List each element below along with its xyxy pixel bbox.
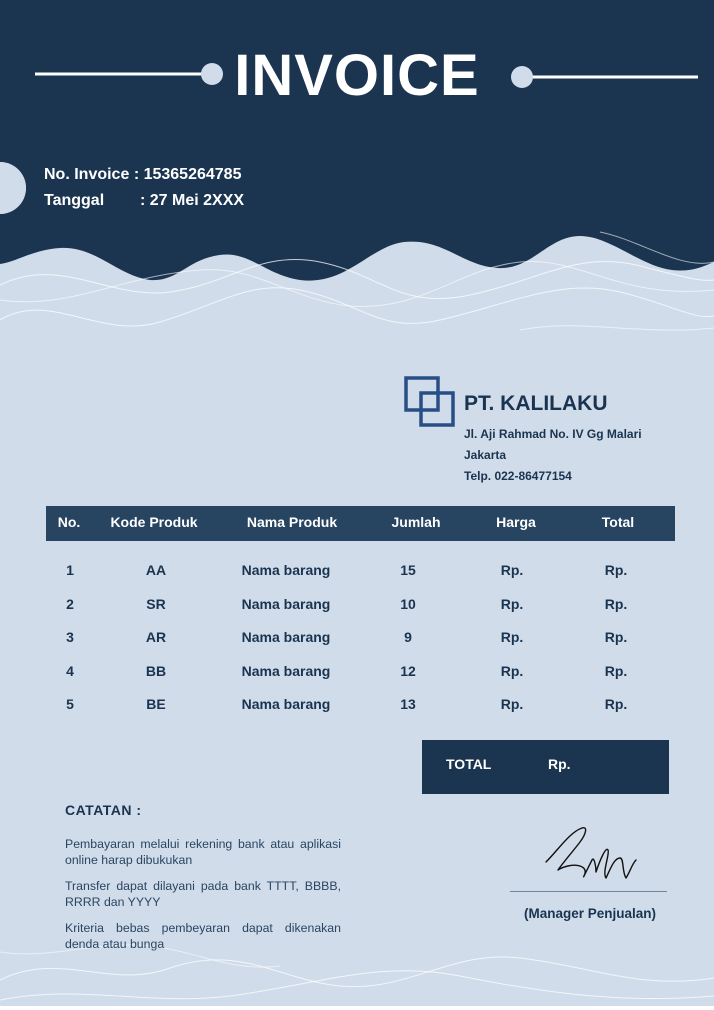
company-address-line1: Jl. Aji Rahmad No. IV Gg Malari xyxy=(464,427,642,441)
cell-no: 1 xyxy=(66,562,74,578)
company-logo-icon xyxy=(404,376,458,430)
invoice-number-label: No. Invoice xyxy=(44,166,130,183)
cell-no: 5 xyxy=(66,696,74,712)
total-box xyxy=(422,740,669,794)
company-phone: Telp. 022-86477154 xyxy=(464,469,572,483)
cell-jumlah: 13 xyxy=(400,696,416,712)
header-kode-produk: Kode Produk xyxy=(110,514,198,530)
header-jumlah: Jumlah xyxy=(391,514,441,530)
cell-harga: Rp. xyxy=(500,562,524,578)
table-row xyxy=(46,625,675,659)
total-label: TOTAL xyxy=(446,756,492,772)
header-no: No. xyxy=(57,514,81,530)
invoice-number-value: : 15365264785 xyxy=(133,166,242,183)
signature-line xyxy=(510,891,667,892)
note-item: Transfer dapat dilayani pada bank TTTT, BBBB, RRRR dan YYYY xyxy=(65,879,341,909)
signature-icon xyxy=(540,820,650,890)
notes-title: CATATAN : xyxy=(65,802,142,818)
invoice-meta xyxy=(44,162,244,214)
invoice-date-value: : 27 Mei 2XXX xyxy=(140,192,245,209)
page-title: INVOICE xyxy=(234,43,480,108)
table-row xyxy=(46,558,675,592)
table-row xyxy=(46,592,675,626)
cell-nama: Nama barang xyxy=(241,662,331,679)
cell-no: 4 xyxy=(66,662,74,679)
cell-total: Rp. xyxy=(604,595,628,612)
table-row xyxy=(46,692,675,726)
header-nama-produk: Nama Produk xyxy=(246,514,338,530)
cell-kode: BB xyxy=(145,662,167,679)
table-row xyxy=(46,659,675,693)
cell-no: 3 xyxy=(66,629,74,645)
cell-kode: AR xyxy=(145,629,167,645)
invoice-date-label: Tanggal xyxy=(44,192,105,209)
cell-total: Rp. xyxy=(604,662,628,679)
cell-harga: Rp. xyxy=(500,595,524,612)
header-harga: Harga xyxy=(496,514,536,530)
company-info xyxy=(464,424,642,487)
table-header xyxy=(46,506,675,541)
note-item: Kriteria bebas pembeyaran dapat dikenakan denda atau bunga xyxy=(65,921,341,951)
table-body xyxy=(46,558,675,726)
cell-kode: AA xyxy=(145,562,167,578)
cell-nama: Nama barang xyxy=(241,595,331,612)
cell-jumlah: 9 xyxy=(404,629,412,645)
cell-nama: Nama barang xyxy=(241,629,331,645)
note-item: Pembayaran melalui rekening bank atau aplikasi online harap dibukukan xyxy=(65,837,341,867)
header-total: Total xyxy=(601,514,635,530)
cell-total: Rp. xyxy=(604,696,628,712)
cell-kode: SR xyxy=(146,595,166,612)
cell-total: Rp. xyxy=(604,629,628,645)
company-address-line2: Jakarta xyxy=(464,448,507,462)
cell-harga: Rp. xyxy=(500,629,524,645)
cell-harga: Rp. xyxy=(500,696,524,712)
cell-nama: Nama barang xyxy=(241,696,331,712)
signature-name: (Manager Penjualan) xyxy=(523,906,657,921)
cell-harga: Rp. xyxy=(500,662,524,679)
cell-total: Rp. xyxy=(604,562,628,578)
notes-list xyxy=(65,836,341,962)
cell-jumlah: 12 xyxy=(400,662,416,679)
cell-jumlah: 10 xyxy=(400,595,416,612)
cell-jumlah: 15 xyxy=(400,562,416,578)
company-name: PT. KALILAKU xyxy=(464,392,608,415)
cell-kode: BE xyxy=(146,696,166,712)
cell-nama: Nama barang xyxy=(241,562,331,578)
total-value: Rp. xyxy=(548,756,571,772)
cell-no: 2 xyxy=(66,595,74,612)
